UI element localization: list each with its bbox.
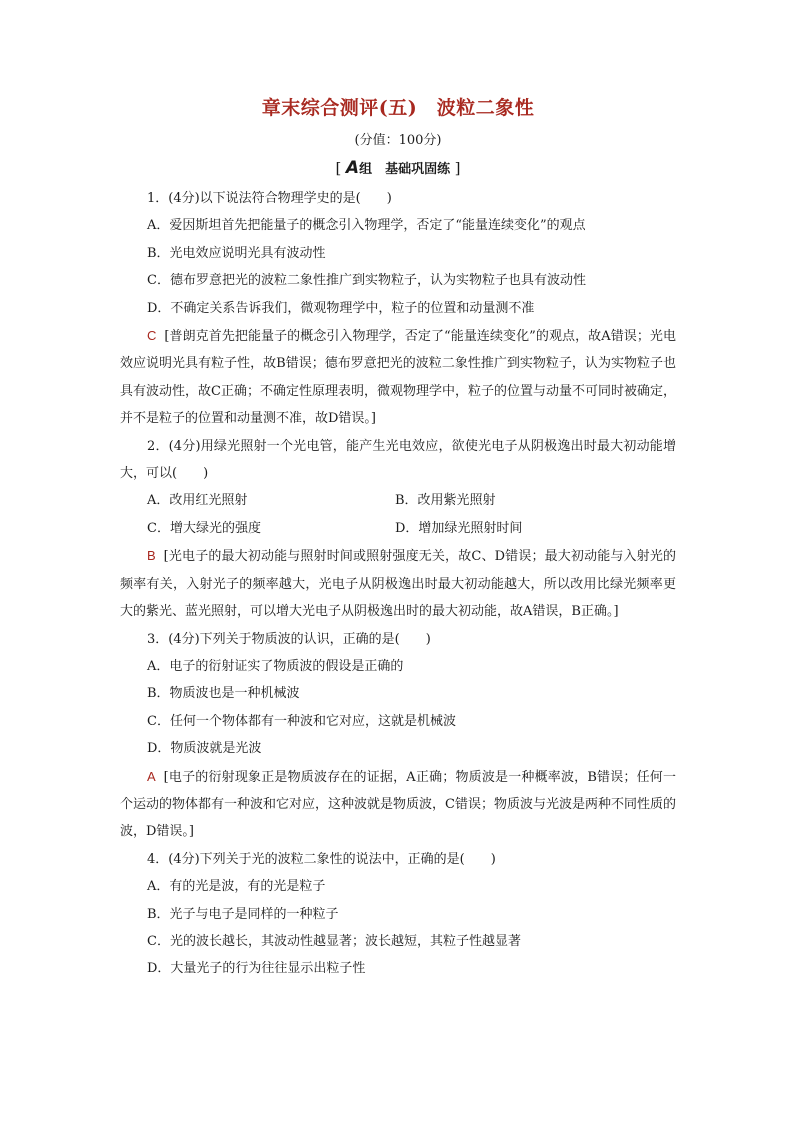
question-4 xyxy=(120,846,676,983)
answer-explanation xyxy=(120,542,676,625)
option-a: A．有的光是波，有的光是粒子 xyxy=(147,879,326,895)
option-b: B．光子与电子是同样的一种粒子 xyxy=(147,906,339,922)
option-a: A．改用红光照射 xyxy=(147,493,248,509)
option-c: C．德布罗意把光的波粒二象性推广到实物粒子，认为实物粒子也具有波动性 xyxy=(147,273,586,289)
group-letter: A xyxy=(345,158,360,178)
question-stem: 2．(4分)用绿光照射一个光电管，能产生光电效应，欲使光电子从阴极逸出时最大初动能增大，可以( ) xyxy=(120,438,676,482)
option-c: C．光的波长越长，其波动性越显著；波长越短，其粒子性越显著 xyxy=(147,933,521,949)
option-row xyxy=(120,515,676,542)
option-row xyxy=(120,487,676,514)
question-3 xyxy=(120,626,676,846)
option-c: C．增大绿光的强度 xyxy=(147,520,261,536)
explanation-text: [普朗克首先把能量子的概念引入物理学，否定了“能量连续变化”的观点，故A错误；光电效应说明光具有粒子性，故B错误；德布罗意把光的波粒二象性推广到实物粒子，认为实物粒子也具有波动性，故C正确；不确定性原理表明，微观物理学中，粒子的位置与动量不可同时被确定，并不是粒子的位置和动量测不准，故D错误。] xyxy=(120,329,676,427)
question-stem: 1．(4分)以下说法符合物理学史的是( ) xyxy=(147,191,392,206)
option-d: D．增加绿光照射时间 xyxy=(395,520,523,536)
answer-letter: A xyxy=(147,768,156,784)
option-d: D．不确定关系告诉我们，微观物理学中，粒子的位置和动量测不准 xyxy=(147,300,535,316)
group-label: 组 基础巩固练 xyxy=(359,162,451,177)
option-a: A．电子的衍射证实了物质波的假设是正确的 xyxy=(147,658,404,674)
option-a: A．爱因斯坦首先把能量子的概念引入物理学，否定了“能量连续变化”的观点 xyxy=(147,218,586,234)
option-b: B．物质波也是一种机械波 xyxy=(147,686,300,702)
answer-letter: B xyxy=(147,548,156,564)
option-b: B．改用紫光照射 xyxy=(395,493,496,509)
group-heading xyxy=(120,157,676,181)
answer-letter: C xyxy=(147,328,157,344)
page-title: 章末综合测评(五) 波粒二象性 xyxy=(261,97,535,119)
question-1 xyxy=(120,185,676,433)
option-c: C．任何一个物体都有一种波和它对应，这就是机械波 xyxy=(147,713,456,729)
option-d: D．物质波就是光波 xyxy=(147,741,262,757)
question-stem: 3．(4分)下列关于物质波的认识，正确的是( ) xyxy=(147,631,431,647)
group-right-bracket: ] xyxy=(454,159,461,177)
answer-explanation xyxy=(120,322,676,433)
document-page xyxy=(120,95,676,983)
explanation-text: [光电子的最大初动能与照射时间或照射强度无关，故C、D错误；最大初动能与入射光的频率有关，入射光子的频率越大，光电子从阴极逸出时最大初动能越大，所以改用比绿光频率更大的紫光、蓝光照射，可以增大光电子从阴极逸出时的最大初动能，故A错误，B正确。] xyxy=(120,549,676,620)
option-d: D．大量光子的行为往往显示出粒子性 xyxy=(147,961,366,977)
question-2 xyxy=(120,433,676,626)
group-left-bracket: [ xyxy=(335,159,342,177)
question-stem: 4．(4分)下列关于光的波粒二象性的说法中，正确的是( ) xyxy=(147,851,496,867)
score-note: (分值：100分) xyxy=(354,133,442,148)
option-b: B．光电效应说明光具有波动性 xyxy=(147,245,326,261)
answer-explanation xyxy=(120,763,676,846)
explanation-text: [电子的衍射现象正是物质波存在的证据，A正确；物质波是一种概率波，B错误；任何一个运动的物体都有一种波和它对应，这种波就是物质波，C错误；物质波与光波是两种不同性质的波，D错误。] xyxy=(120,769,676,840)
